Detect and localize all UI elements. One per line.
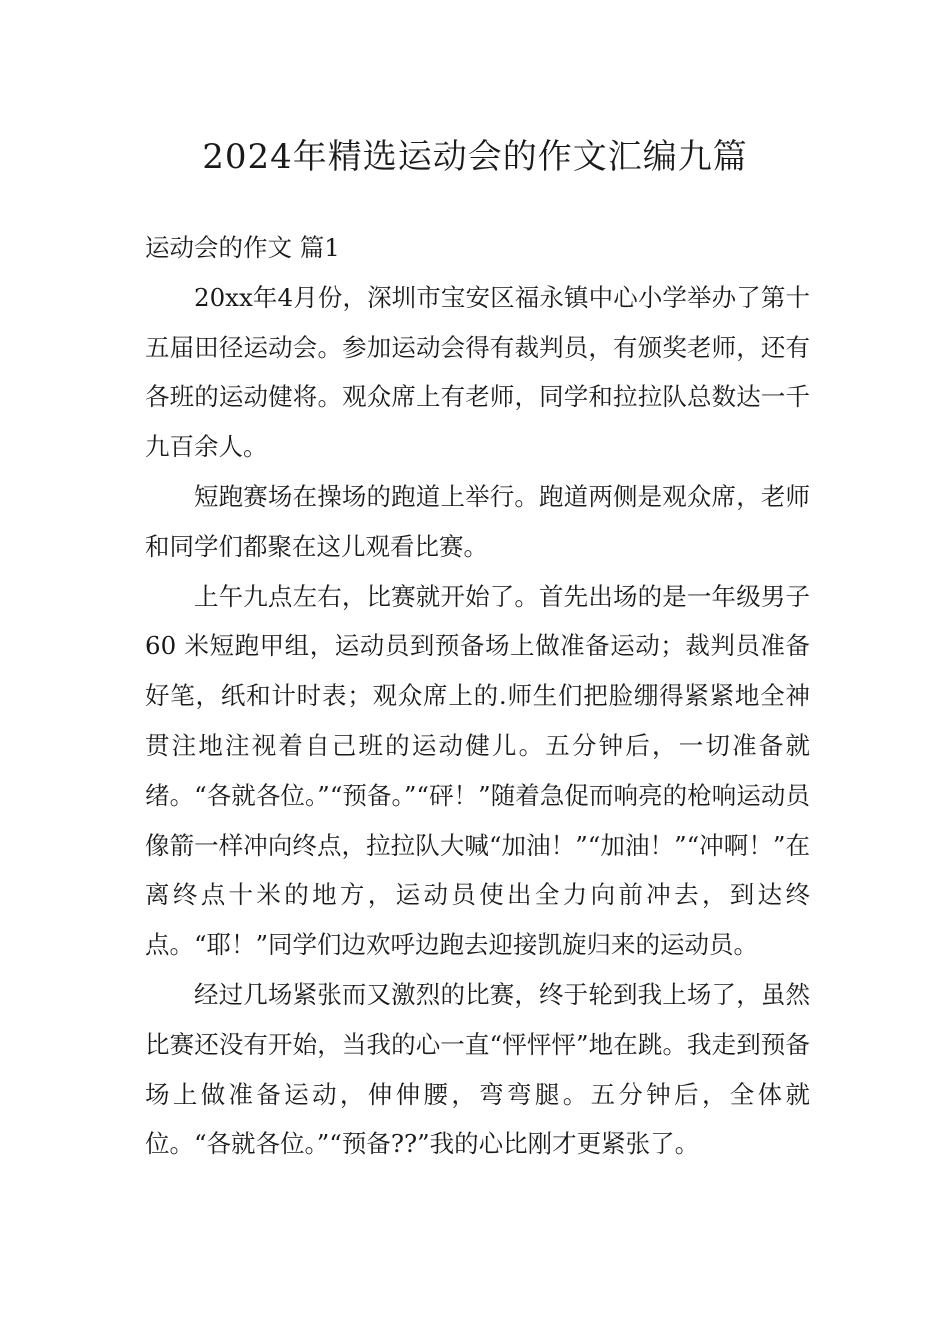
paragraph-2: 短跑赛场在操场的跑道上举行。跑道两侧是观众席，老师和同学们都聚在这儿观看比赛。 <box>145 481 810 561</box>
paragraph-4: 经过几场紧张而又激烈的比赛，终于轮到我上场了，虽然比赛还没有开始，当我的心一直“怦怦怦”地在跳。我走到预备场上做准备运动，伸伸腰，弯弯腿。五分钟后，全体就位。“各就各位。”“预备??”我的心比刚才更紧张了。 <box>145 979 810 1159</box>
document-body <box>145 223 810 1169</box>
paragraph-1: 20xx年4月份，深圳市宝安区福永镇中心小学举办了第十五届田径运动会。参加运动会得有裁判员，有颁奖老师，还有各班的运动健将。观众席上有老师，同学和拉拉队总数达一千九百余人。 <box>145 282 810 462</box>
document-title: 2024年精选运动会的作文汇编九篇 <box>202 137 748 177</box>
paragraph-3: 上午九点左右，比赛就开始了。首先出场的是一年级男子 60 米短跑甲组，运动员到预备场上做准备运动；裁判员准备好笔，纸和计时表；观众席上的.师生们把脸绷得紧紧地全神贯注地注视着自己班的运动健儿。五分钟后，一切准备就绪。“各就各位。”“预备。”“砰！”随着急促而响亮的枪响运动员像箭一样冲向终点，拉拉队大喊“加油！”“加油！”“冲啊！”在离终点十米的地方，运动员使出全力向前冲去，到达终点。“耶！”同学们边欢呼边跑去迎接凯旋归来的运动员。 <box>145 581 810 960</box>
section-heading: 运动会的作文 篇1 <box>145 233 340 262</box>
